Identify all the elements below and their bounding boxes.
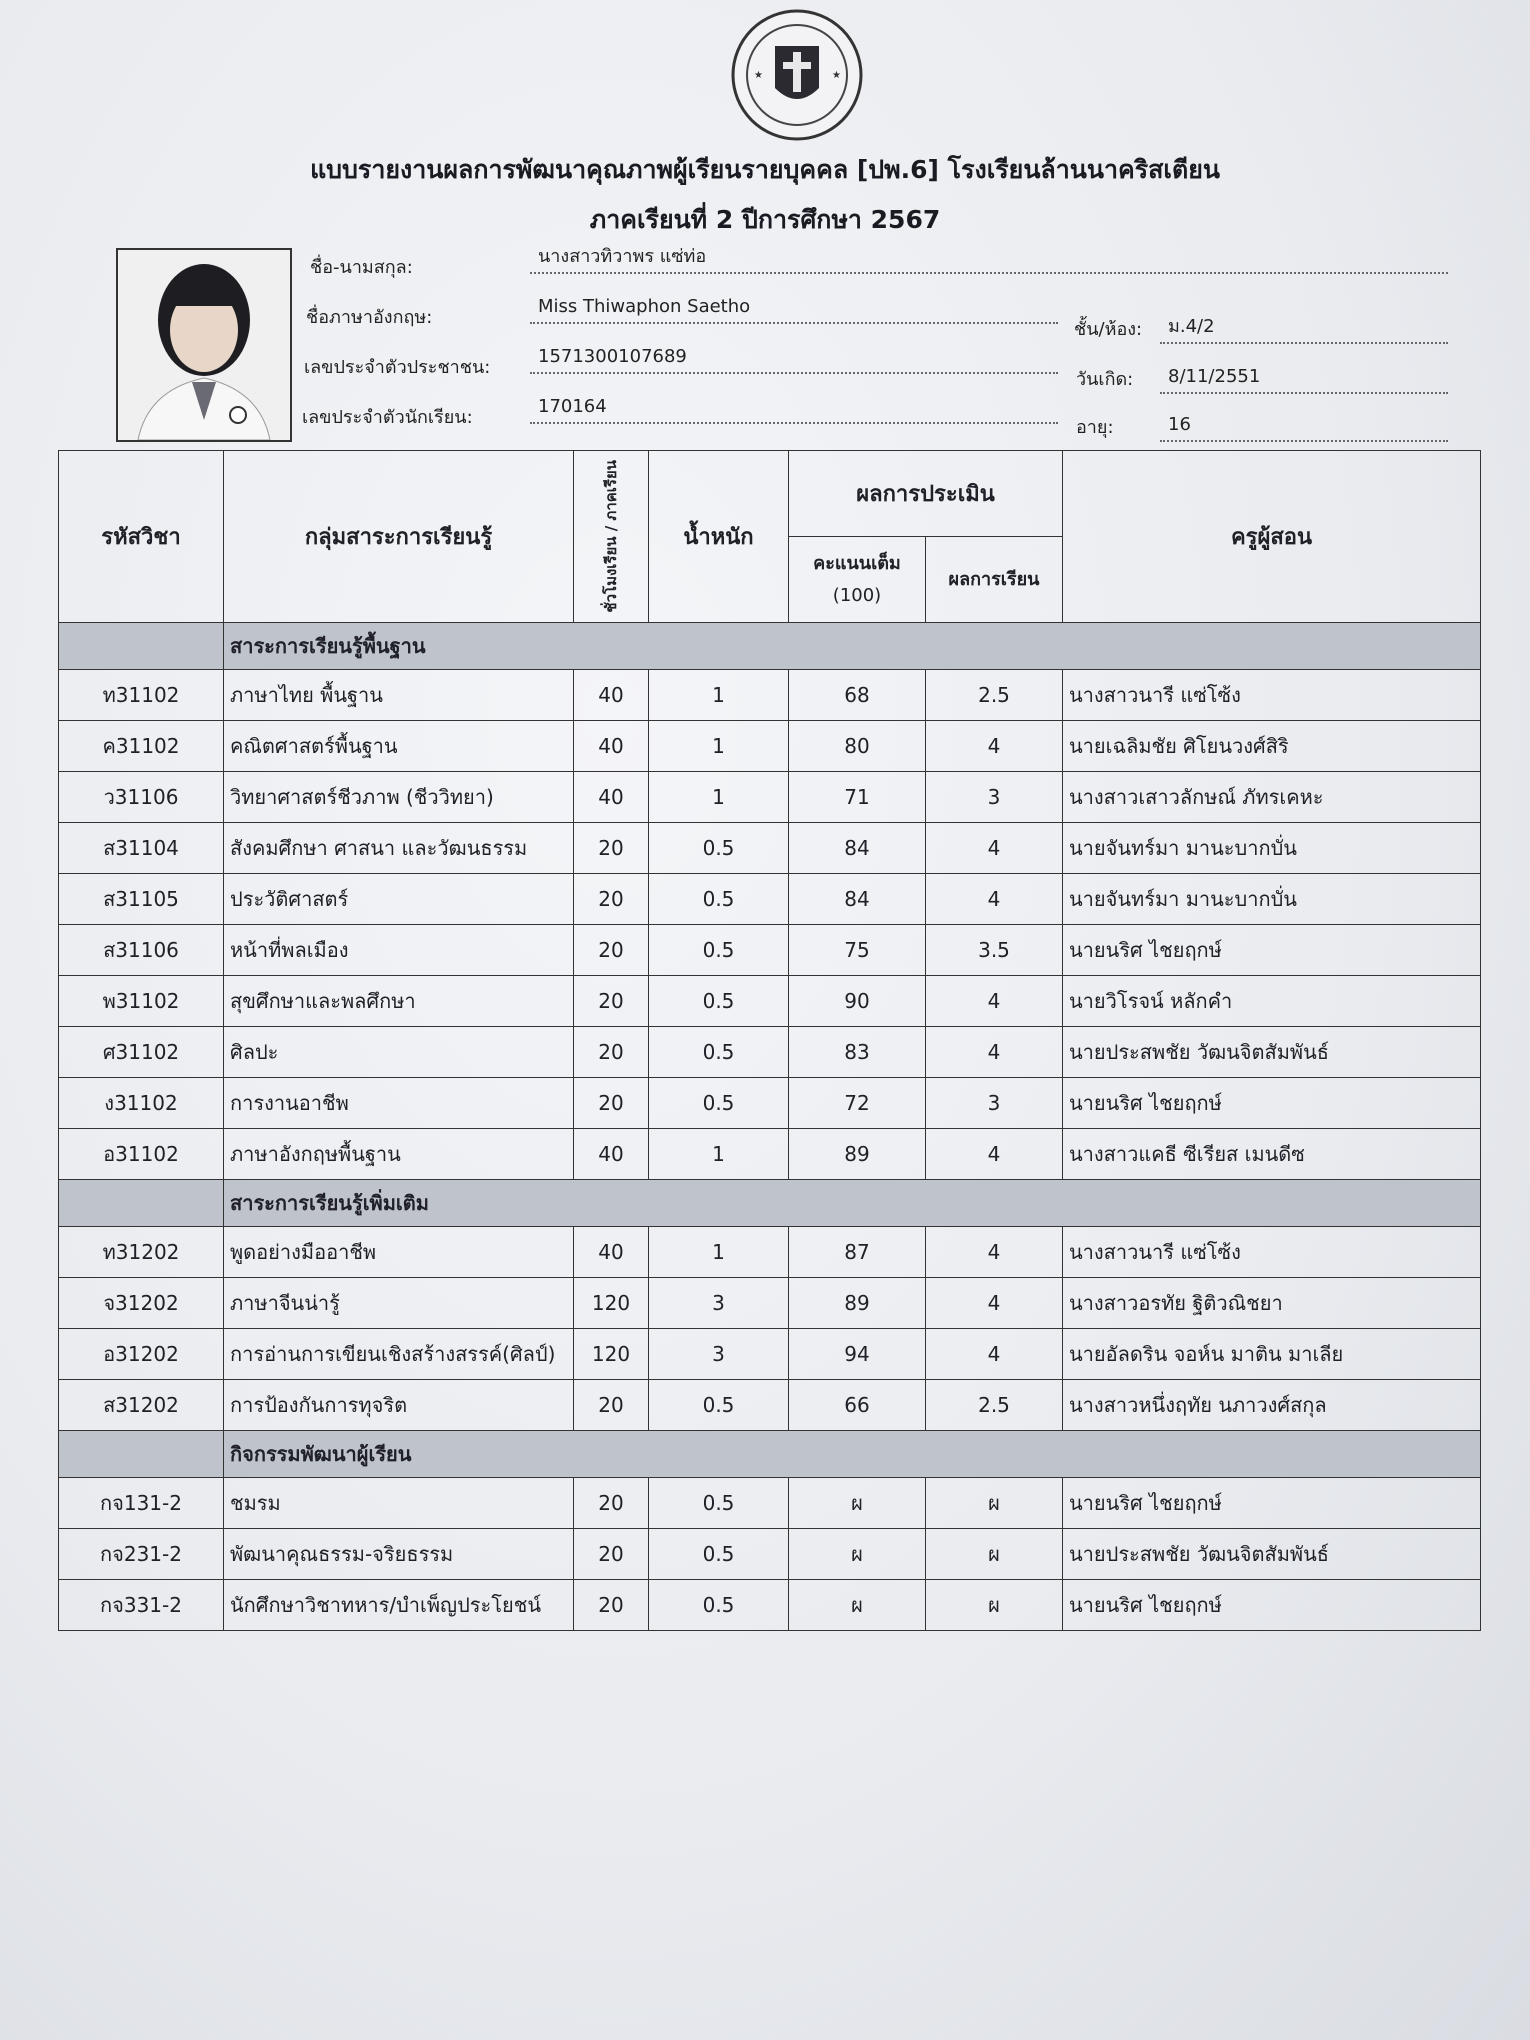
teacher: นายประสพชัย วัฒนจิตสัมพันธ์ [1063, 1027, 1481, 1078]
teacher: นายจันทร์มา มานะบากบั่น [1063, 823, 1481, 874]
header-full-score-value: (100) [832, 584, 882, 606]
hours: 20 [574, 874, 649, 925]
section-header-blank [59, 1180, 224, 1227]
teacher: นางสาวเสาวลักษณ์ ภัทรเคหะ [1063, 772, 1481, 823]
subject-code: กจ231-2 [59, 1529, 224, 1580]
birth-label: วันเกิด: [1076, 369, 1134, 390]
grade: 4 [926, 976, 1063, 1027]
teacher: นางสาวอรทัย ฐิติวณิชยา [1063, 1278, 1481, 1329]
table-row [59, 823, 1481, 874]
teacher: นางสาวนารี แซ่โซ้ง [1063, 670, 1481, 721]
hours: 40 [574, 772, 649, 823]
table-row [59, 1380, 1481, 1431]
score: 80 [789, 721, 926, 772]
hours: 20 [574, 1529, 649, 1580]
subject-name: ชมรม [224, 1478, 574, 1529]
subject-name: หน้าที่พลเมือง [224, 925, 574, 976]
hours: 20 [574, 823, 649, 874]
section-header-row [59, 623, 1481, 670]
student-id: 170164 [530, 394, 1058, 424]
class-label: ชั้น/ห้อง: [1074, 319, 1143, 340]
table-row [59, 1529, 1481, 1580]
weight: 1 [649, 1227, 789, 1278]
grade: 4 [926, 874, 1063, 925]
grade: 3.5 [926, 925, 1063, 976]
english-name-label: ชื่อภาษาอังกฤษ: [306, 307, 433, 328]
header-grade [926, 537, 1063, 623]
weight: 1 [649, 670, 789, 721]
hours: 20 [574, 1580, 649, 1631]
subject-name: คณิตศาสตร์พื้นฐาน [224, 721, 574, 772]
svg-text:★: ★ [754, 70, 763, 81]
grade: ผ [926, 1478, 1063, 1529]
header-subject: กลุ่มสาระการเรียนรู้ [224, 451, 574, 623]
weight: 0.5 [649, 976, 789, 1027]
grade: 4 [926, 1227, 1063, 1278]
weight: 0.5 [649, 1478, 789, 1529]
table-row [59, 721, 1481, 772]
class-value: ม.4/2 [1160, 314, 1448, 344]
subject-code: พ31102 [59, 976, 224, 1027]
weight: 1 [649, 721, 789, 772]
table-row [59, 874, 1481, 925]
score: 83 [789, 1027, 926, 1078]
subject-code: จ31202 [59, 1278, 224, 1329]
table-row [59, 1078, 1481, 1129]
school-seal-icon [728, 6, 866, 144]
citizen-id: 1571300107689 [530, 344, 1058, 374]
subject-name: ภาษาอังกฤษพื้นฐาน [224, 1129, 574, 1180]
subject-code: ส31106 [59, 925, 224, 976]
weight: 0.5 [649, 925, 789, 976]
header-code: รหัสวิชา [59, 451, 224, 623]
semester-title: ภาคเรียนที่ 2 ปีการศึกษา 2567 [589, 205, 941, 234]
subject-code: ส31104 [59, 823, 224, 874]
grades-table [58, 450, 1481, 1631]
grades-table-body [59, 623, 1481, 1631]
teacher: นายนริศ ไชยฤกษ์ [1063, 1580, 1481, 1631]
header-hours [574, 451, 649, 623]
table-row [59, 1478, 1481, 1529]
hours: 20 [574, 925, 649, 976]
subject-name: การงานอาชีพ [224, 1078, 574, 1129]
citizen-id-label: เลขประจำตัวประชาชน: [304, 357, 491, 378]
table-row [59, 976, 1481, 1027]
teacher: นางสาวหนึ่งฤทัย นภาวงศ์สกุล [1063, 1380, 1481, 1431]
subject-code: ท31102 [59, 670, 224, 721]
section-title: กิจกรรมพัฒนาผู้เรียน [224, 1431, 1481, 1478]
score: 87 [789, 1227, 926, 1278]
teacher: นายนริศ ไชยฤกษ์ [1063, 1078, 1481, 1129]
section-title: สาระการเรียนรู้พื้นฐาน [224, 623, 1481, 670]
header-evaluation: ผลการประเมิน [789, 451, 1063, 537]
subject-code: ท31202 [59, 1227, 224, 1278]
weight: 3 [649, 1278, 789, 1329]
weight: 0.5 [649, 1529, 789, 1580]
score: 89 [789, 1129, 926, 1180]
score: 75 [789, 925, 926, 976]
table-row [59, 772, 1481, 823]
subject-code: ส31105 [59, 874, 224, 925]
grade: 4 [926, 721, 1063, 772]
subject-code: ส31202 [59, 1380, 224, 1431]
hours: 20 [574, 1380, 649, 1431]
grade: ผ [926, 1529, 1063, 1580]
subject-code: อ31202 [59, 1329, 224, 1380]
hours: 20 [574, 1027, 649, 1078]
hours: 40 [574, 670, 649, 721]
weight: 0.5 [649, 1078, 789, 1129]
grade: 2.5 [926, 670, 1063, 721]
weight: 0.5 [649, 874, 789, 925]
weight: 0.5 [649, 823, 789, 874]
score: ผ [789, 1580, 926, 1631]
subject-name: สุขศึกษาและพลศึกษา [224, 976, 574, 1027]
grade: 4 [926, 1278, 1063, 1329]
header-full-score [789, 537, 926, 623]
score: 71 [789, 772, 926, 823]
hours: 40 [574, 721, 649, 772]
header-hours-text: ชั่วโมงเรียน / ภาคเรียน [602, 460, 620, 613]
subject-code: อ31102 [59, 1129, 224, 1180]
teacher: นายจันทร์มา มานะบากบั่น [1063, 874, 1481, 925]
svg-text:★: ★ [832, 70, 841, 81]
grade: 4 [926, 1329, 1063, 1380]
hours: 40 [574, 1129, 649, 1180]
subject-name: สังคมศึกษา ศาสนา และวัฒนธรรม [224, 823, 574, 874]
weight: 1 [649, 772, 789, 823]
hours: 40 [574, 1227, 649, 1278]
teacher: นายอัลดริน จอห์น มาติน มาเลีย [1063, 1329, 1481, 1380]
hours: 20 [574, 1078, 649, 1129]
subject-name: ศิลปะ [224, 1027, 574, 1078]
table-row [59, 670, 1481, 721]
weight: 0.5 [649, 1380, 789, 1431]
document-title: แบบรายงานผลการพัฒนาคุณภาพผู้เรียนรายบุคคล [ปพ.6] โรงเรียนล้านนาคริสเตียน [310, 155, 1220, 184]
teacher: นางสาวแคธี ซีเรียส เมนดีซ [1063, 1129, 1481, 1180]
subject-name: นักศึกษาวิชาทหาร/บำเพ็ญประโยชน์ [224, 1580, 574, 1631]
hours: 120 [574, 1278, 649, 1329]
score: 89 [789, 1278, 926, 1329]
grade: 4 [926, 1027, 1063, 1078]
grade: 3 [926, 772, 1063, 823]
subject-code: ค31102 [59, 721, 224, 772]
subject-name: พูดอย่างมืออาชีพ [224, 1227, 574, 1278]
grade: 2.5 [926, 1380, 1063, 1431]
subject-name: การอ่านการเขียนเชิงสร้างสรรค์(ศิลป์) [224, 1329, 574, 1380]
table-row [59, 1227, 1481, 1278]
table-row [59, 1278, 1481, 1329]
score: 84 [789, 874, 926, 925]
weight: 3 [649, 1329, 789, 1380]
header-grade-label: ผลการเรียน [948, 568, 1040, 590]
subject-name: ภาษาจีนน่ารู้ [224, 1278, 574, 1329]
score: 68 [789, 670, 926, 721]
score: ผ [789, 1529, 926, 1580]
score: ผ [789, 1478, 926, 1529]
section-header-row [59, 1431, 1481, 1478]
subject-name: ประวัติศาสตร์ [224, 874, 574, 925]
student-name: นางสาวทิวาพร แซ่ท่อ [530, 244, 1448, 274]
table-row [59, 925, 1481, 976]
grade: 4 [926, 823, 1063, 874]
grade: ผ [926, 1580, 1063, 1631]
section-header-blank [59, 623, 224, 670]
subject-code: ศ31102 [59, 1027, 224, 1078]
subject-code: ว31106 [59, 772, 224, 823]
teacher: นายนริศ ไชยฤกษ์ [1063, 1478, 1481, 1529]
teacher: นายประสพชัย วัฒนจิตสัมพันธ์ [1063, 1529, 1481, 1580]
section-title: สาระการเรียนรู้เพิ่มเติม [224, 1180, 1481, 1227]
student-id-label: เลขประจำตัวนักเรียน: [302, 407, 473, 428]
table-row [59, 1027, 1481, 1078]
subject-code: ง31102 [59, 1078, 224, 1129]
score: 90 [789, 976, 926, 1027]
section-header-blank [59, 1431, 224, 1478]
table-row [59, 1129, 1481, 1180]
weight: 0.5 [649, 1580, 789, 1631]
score: 72 [789, 1078, 926, 1129]
birth-value: 8/11/2551 [1160, 364, 1448, 394]
name-label: ชื่อ-นามสกุล: [310, 257, 413, 278]
weight: 0.5 [649, 1027, 789, 1078]
hours: 120 [574, 1329, 649, 1380]
header-teacher: ครูผู้สอน [1063, 451, 1481, 623]
teacher: นางสาวนารี แซ่โซ้ง [1063, 1227, 1481, 1278]
subject-code: กจ131-2 [59, 1478, 224, 1529]
header-weight: น้ำหนัก [649, 451, 789, 623]
subject-name: ภาษาไทย พื้นฐาน [224, 670, 574, 721]
age-label: อายุ: [1076, 417, 1114, 438]
subject-name: การป้องกันการทุจริต [224, 1380, 574, 1431]
teacher: นายนริศ ไชยฤกษ์ [1063, 925, 1481, 976]
subject-name: วิทยาศาสตร์ชีวภาพ (ชีววิทยา) [224, 772, 574, 823]
score: 94 [789, 1329, 926, 1380]
weight: 1 [649, 1129, 789, 1180]
hours: 20 [574, 976, 649, 1027]
header-full-score-label: คะแนนเต็ม [813, 552, 901, 574]
table-row [59, 1580, 1481, 1631]
subject-code: กจ331-2 [59, 1580, 224, 1631]
grade: 4 [926, 1129, 1063, 1180]
table-row [59, 1329, 1481, 1380]
score: 84 [789, 823, 926, 874]
student-english-name: Miss Thiwaphon Saetho [530, 294, 1058, 324]
subject-name: พัฒนาคุณธรรม-จริยธรรม [224, 1529, 574, 1580]
teacher: นายเฉลิมชัย ศิโยนวงศ์สิริ [1063, 721, 1481, 772]
hours: 20 [574, 1478, 649, 1529]
grade: 3 [926, 1078, 1063, 1129]
student-photo [116, 248, 292, 442]
teacher: นายวิโรจน์ หลักคำ [1063, 976, 1481, 1027]
section-header-row [59, 1180, 1481, 1227]
score: 66 [789, 1380, 926, 1431]
age-value: 16 [1160, 412, 1448, 442]
